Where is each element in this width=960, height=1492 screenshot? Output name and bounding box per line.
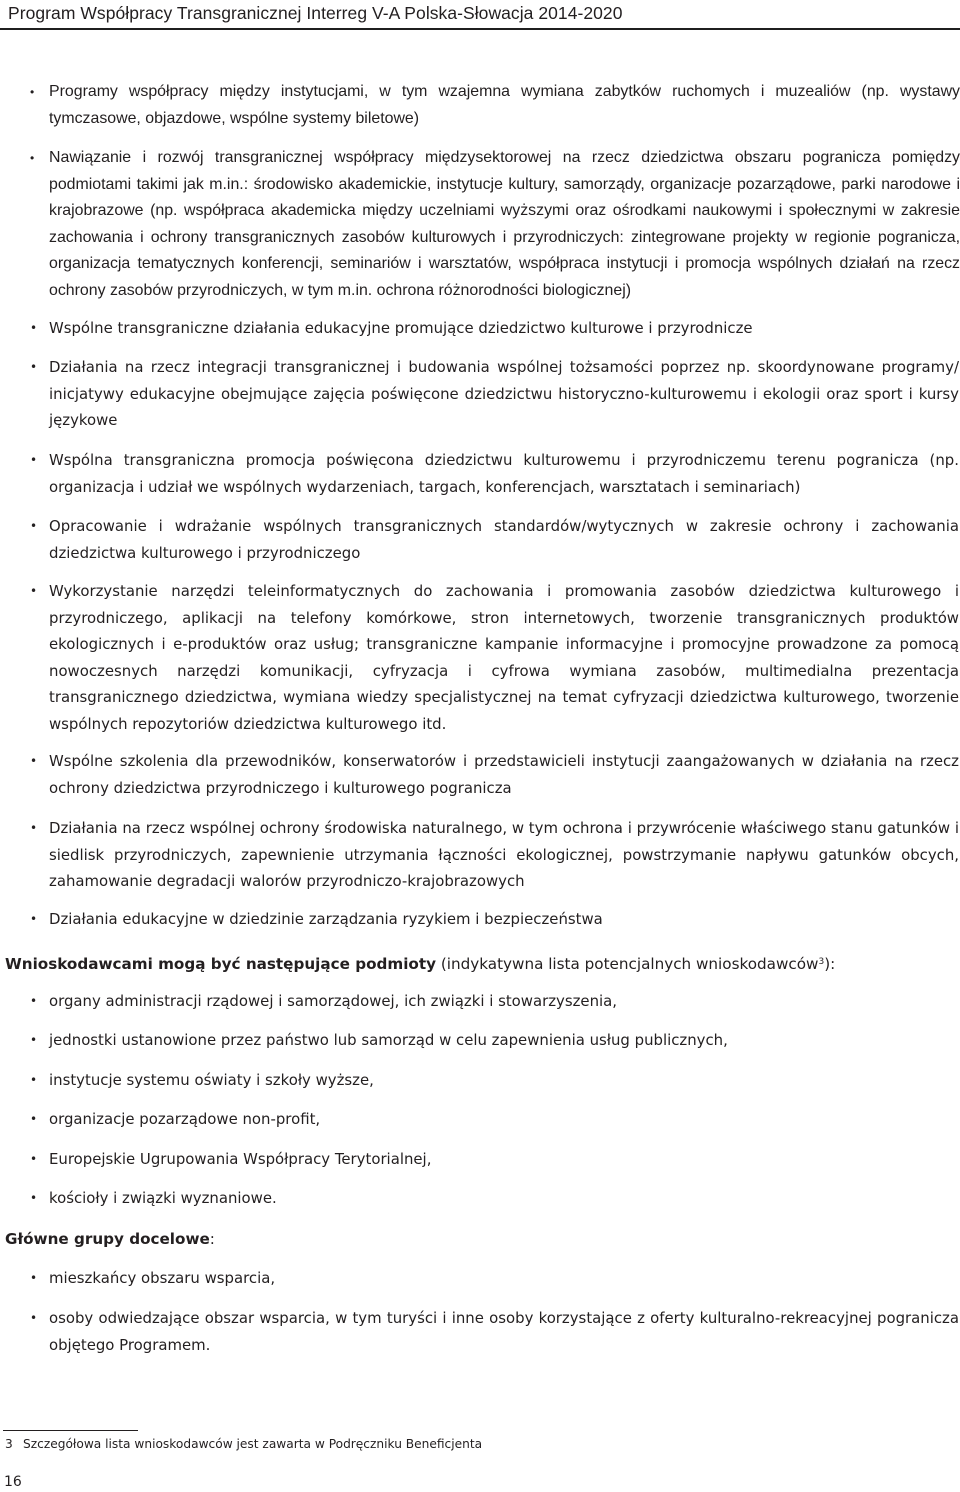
list-item: • Wspólne transgraniczne działania edukacyjne promujące dziedzictwo kulturowe i przyrodnicze <box>49 315 959 342</box>
list-item: • Nawiązanie i rozwój transgranicznej współpracy międzysektorowej na rzecz dziedzictwa obszaru pogranicza pomiędzy podmiotami takimi jak m.in.: środowisko akademickie, instytucje kultury, samorządy, organizacje pozarządowe, parki narodowe i krajobrazowe (np. współpraca akademicka między uczelniami wyższymi oraz ośrodkami naukowymi i społecznymi w zakresie zachowania i ochrony transgranicznych zasobów kulturowych i przyrodniczych: zintegrowane projekty w regionie pogranicza, organizacja tematycznych konferencji, seminariów i warsztatów, współpraca instytucji i promocja wspólnych działań na rzecz ochrony zasobów przyrodniczych, w tym m.in. ochrona różnorodności biologicznej) <box>49 145 960 305</box>
list-item: • Wspólna transgraniczna promocja poświęcona dziedzictwu kulturowemu i przyrodniczemu terenu pogranicza (np. organizacja i udział we wspólnych wydarzeniach, targach, konferencjach, warsztatach i seminariach) <box>49 447 959 500</box>
list-item: • Działania na rzecz wspólnej ochrony środowiska naturalnego, w tym ochrona i przywrócenie właściwego stanu gatunków i siedlisk przyrodniczych, zapewnienie utrzymania łączności ekologicznej, powstrzymanie napływu gatunków obcych, zahamowanie degradacji walorów przyrodniczo-krajobrazowych <box>49 815 959 895</box>
list-item: • Wspólne szkolenia dla przewodników, konserwatorów i przedstawicieli instytucji zaangażowanych w działania na rzecz ochrony dziedzictwa przyrodniczego i kulturowego pogranicza <box>49 748 959 801</box>
header-rule <box>0 28 960 30</box>
applicants-heading-text: (indykatywna lista potencjalnych wnioskodawców <box>436 955 819 973</box>
page-header: Program Współpracy Transgranicznej Interreg V-A Polska-Słowacja 2014-2020 <box>8 3 623 23</box>
footnote-text: Szczegółowa lista wnioskodawców jest zawarta w Podręczniku Beneficjenta <box>23 1437 483 1451</box>
page-number: 16 <box>4 1474 22 1490</box>
footnote-divider <box>3 1430 138 1431</box>
target-groups-heading <box>5 1226 215 1252</box>
list-item: • mieszkańcy obszaru wsparcia, <box>49 1265 959 1292</box>
list-item: • organy administracji rządowej i samorządowej, ich związki i stowarzyszenia, <box>49 988 959 1015</box>
list-item: • kościoły i związki wyznaniowe. <box>49 1185 959 1212</box>
applicants-heading-end: ): <box>824 955 836 973</box>
list-item: • Europejskie Ugrupowania Współpracy Terytorialnej, <box>49 1146 959 1173</box>
list-item: • Programy współpracy między instytucjami, w tym wzajemna wymiana zabytków ruchomych i muzealiów (np. wystawy tymczasowe, objazdowe, wspólne systemy biletowe) <box>49 79 960 132</box>
footnote-number: 3 <box>5 1437 13 1451</box>
footnote <box>5 1434 482 1454</box>
list-item: • Wykorzystanie narzędzi teleinformatycznych do zachowania i promowania zasobów dziedzictwa kulturowego i przyrodniczego, aplikacji na telefony komórkowe, stron internetowych, tworzenie transgranicznych produktów ekologicznych i e-produktów oraz usług; transgraniczne kampanie informacyjne i promocyjne prowadzone za pomocą nowoczesnych narzędzi komunikacji, cyfryzacja i cyfrowa wymiana zasobów, multimedialna prezentacja transgranicznego dziedzictwa, wymiana wiedzy specjalistycznej na temat cyfryzacji dziedzictwa kulturowego, tworzenie wspólnych repozytoriów dziedzictwa kulturowego itd. <box>49 578 959 738</box>
applicants-heading <box>5 949 835 977</box>
list-item: • Działania na rzecz integracji transgranicznej i budowania wspólnej tożsamości poprzez np. skoordynowane programy/ inicjatywy edukacyjne obejmujące zajęcia poświęcone dziedzictwu historyczno-kulturowemu i ekologii oraz sport i kursy językowe <box>49 354 959 434</box>
list-item: • Działania edukacyjne w dziedzinie zarządzania ryzykiem i bezpieczeństwa <box>49 906 959 933</box>
applicants-heading-bold: Wnioskodawcami mogą być następujące podmioty <box>5 955 437 973</box>
footnote-reference: 3 <box>818 957 825 967</box>
list-item: • jednostki ustanowione przez państwo lub samorząd w celu zapewnienia usług publicznych, <box>49 1027 959 1054</box>
list-item: • Opracowanie i wdrażanie wspólnych transgranicznych standardów/wytycznych w zakresie ochrony i zachowania dziedzictwa kulturowego i przyrodniczego <box>49 513 959 566</box>
list-item: • osoby odwiedzające obszar wsparcia, w tym turyści i inne osoby korzystające z oferty kulturalno-rekreacyjnej pogranicza objętego Programem. <box>49 1305 959 1358</box>
target-groups-heading-bold: Główne grupy docelowe <box>5 1230 210 1248</box>
list-item: • organizacje pozarządowe non-profit, <box>49 1106 959 1133</box>
target-groups-heading-end: : <box>209 1230 215 1248</box>
list-item: • instytucje systemu oświaty i szkoły wyższe, <box>49 1067 959 1094</box>
